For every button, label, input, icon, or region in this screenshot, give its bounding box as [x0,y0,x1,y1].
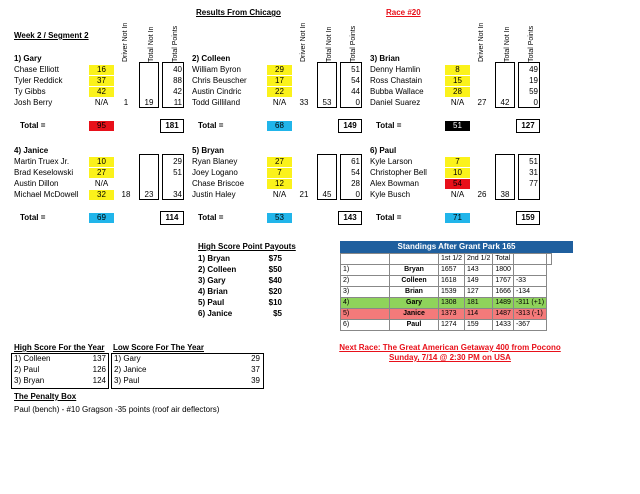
standings-cell: 181 [465,298,493,309]
payout-name: 4) Brian [198,287,228,296]
points-total: 159 [521,213,535,222]
standings-cell: Paul [390,320,439,331]
points-total: 114 [165,213,179,222]
team-name: 6) Paul [370,146,397,155]
payout-name: 6) Janice [198,309,233,318]
driver-name: Chase Elliott [14,65,59,74]
standings-row [341,265,552,276]
points-box [162,154,184,200]
standings-cell: Janice [390,309,439,320]
standings-cell: 1) [341,265,390,276]
payout-amount: $50 [268,265,282,274]
team-total: 95 [89,121,114,131]
driver-name: Daniel Suarez [370,98,421,107]
driver-points: 51 [529,157,538,166]
driver-position: 28 [445,87,470,97]
points-total: 127 [521,121,535,130]
driver-name: Chris Beuscher [192,76,247,85]
payout-amount: $10 [268,298,282,307]
standings-table [340,253,552,331]
payout-name: 1) Bryan [198,254,231,263]
points-total: 149 [343,121,357,130]
standings-cell: Brian [390,287,439,298]
standings-cell [513,265,546,276]
driver-position: 17 [267,76,292,86]
driver-position: N/A [272,190,287,199]
standings-cell: 159 [465,320,493,331]
team-total: 53 [267,213,292,223]
driver-name: Tyler Reddick [14,76,63,85]
driver-points: 88 [173,76,182,85]
standings-cell: 1767 [493,276,514,287]
page-title: Results From Chicago [196,8,281,17]
total-label: Total = [20,121,46,130]
driver-points: 0 [355,98,360,107]
driver-points: 49 [529,65,538,74]
driver-position: 10 [445,168,470,178]
payout-amount: $5 [273,309,282,318]
driver-points: 44 [351,87,360,96]
team-name: 1) Gary [14,54,42,63]
driver-points: 42 [173,87,182,96]
low-year-value: 39 [251,376,260,385]
standings-header [513,254,546,265]
driver-not-in-value: 21 [299,190,309,199]
total-label: Total = [376,213,402,222]
driver-points: 77 [529,179,538,188]
total-not-in-value: 45 [322,190,332,199]
driver-position: 32 [89,190,114,200]
payout-amount: $20 [268,287,282,296]
standings-header: 2nd 1/2 [465,254,493,265]
driver-position: 37 [89,76,114,86]
driver-points: 29 [173,157,182,166]
driver-position: N/A [450,98,465,107]
points-total: 143 [343,213,357,222]
header-total-not-in: Total Not In [504,26,511,62]
standings-cell: 149 [465,276,493,287]
driver-name: Austin Cindric [192,87,242,96]
driver-points: 11 [173,98,182,107]
standings-cell: Gary [390,298,439,309]
driver-points: 51 [351,65,360,74]
driver-position: N/A [94,98,109,107]
header-total-points: Total Points [350,25,357,62]
total-label: Total = [376,121,402,130]
driver-points: 28 [351,179,360,188]
payout-name: 3) Gary [198,276,226,285]
low-year-name: 3) Paul [114,376,140,385]
points-box [518,154,540,200]
driver-not-in-value: 18 [121,190,131,199]
driver-name: Brad Keselowski [14,168,74,177]
driver-name: Ross Chastain [370,76,423,85]
standings-cell: -367 [513,320,546,331]
points-box [340,62,362,108]
standings-cell: 143 [465,265,493,276]
low-year-title: Low Score For The Year [113,343,204,352]
driver-position: 27 [89,168,114,178]
standings-cell: 5) [341,309,390,320]
driver-position: N/A [450,190,465,199]
driver-position: 7 [267,168,292,178]
driver-name: Martin Truex Jr. [14,157,70,166]
standings-row [341,276,552,287]
standings-cell: 114 [465,309,493,320]
driver-points: 54 [351,168,360,177]
week-segment: Week 2 / Segment 2 [14,31,89,40]
header-driver-not-in: Driver Not In [478,22,485,62]
driver-position: 42 [89,87,114,97]
total-label: Total = [198,213,224,222]
standings-row [341,298,552,309]
payout-amount: $40 [268,276,282,285]
driver-position: 27 [267,157,292,167]
driver-not-in-value: 27 [477,98,487,107]
driver-name: William Byron [192,65,241,74]
standings-cell: Bryan [390,265,439,276]
penalty-title: The Penalty Box [14,392,77,401]
driver-not-in-value: 1 [123,98,129,107]
driver-name: Alex Bowman [370,179,419,188]
standings-cell: 4) [341,298,390,309]
driver-position: 12 [267,179,292,189]
standings-title: Standings After Grant Park 165 [340,241,573,253]
payout-name: 5) Paul [198,298,225,307]
driver-name: Kyle Busch [370,190,411,199]
total-not-in-value: 19 [144,98,154,107]
driver-points: 51 [173,168,182,177]
standings-cell: 2) [341,276,390,287]
standings-cell: -134 [513,287,546,298]
standings-header [547,254,552,265]
payout-name: 2) Colleen [198,265,237,274]
total-not-in-value: 38 [500,190,510,199]
race-number: Race #20 [386,8,421,17]
driver-name: Christopher Bell [370,168,427,177]
driver-points: 19 [529,76,538,85]
next-race-date: Sunday, 7/14 @ 2:30 PM on USA [389,353,511,362]
driver-name: Chase Briscoe [192,179,245,188]
standings-header [390,254,439,265]
team-total: 69 [89,213,114,223]
driver-position: N/A [94,179,109,188]
standings-cell: 1373 [439,309,465,320]
standings-row [341,320,552,331]
driver-name: Ryan Blaney [192,157,238,166]
driver-points: 40 [173,65,182,74]
high-year-value: 124 [92,376,106,385]
driver-position: 22 [267,87,292,97]
total-label: Total = [20,213,46,222]
high-year-name: 1) Colleen [14,354,51,363]
header-driver-not-in: Driver Not In [300,22,307,62]
team-name: 2) Colleen [192,54,231,63]
standings-header: Total [493,254,514,265]
driver-name: Kyle Larson [370,157,413,166]
standings-cell: 1666 [493,287,514,298]
driver-points: 31 [529,168,538,177]
low-year-value: 37 [251,365,260,374]
header-total-points: Total Points [528,25,535,62]
standings-cell: 1800 [493,265,514,276]
standings-cell: 1489 [493,298,514,309]
standings-cell: 1308 [439,298,465,309]
driver-position: 54 [445,179,470,189]
high-year-value: 126 [92,365,106,374]
team-name: 4) Janice [14,146,49,155]
driver-name: Bubba Wallace [370,87,424,96]
team-name: 3) Brian [370,54,400,63]
driver-position: N/A [272,98,287,107]
total-not-in-value: 23 [144,190,154,199]
driver-name: Michael McDowell [14,190,79,199]
header-driver-not-in: Driver Not In [122,22,129,62]
standings-cell: -311 (+1) [513,298,546,309]
driver-position: 8 [445,65,470,75]
standings-cell: -313 (-1) [513,309,546,320]
high-year-title: High Score For the Year [14,343,105,352]
team-total: 51 [445,121,470,131]
driver-name: Denny Hamlin [370,65,421,74]
driver-name: Ty Gibbs [14,87,46,96]
payout-amount: $75 [268,254,282,263]
standings-row [341,287,552,298]
standings-cell: Colleen [390,276,439,287]
standings-cell: 127 [465,287,493,298]
driver-points: 34 [173,190,182,199]
driver-name: Josh Berry [14,98,53,107]
driver-position: 10 [89,157,114,167]
standings-row [341,309,552,320]
low-year-name: 2) Janice [114,365,147,374]
standings-cell: 1433 [493,320,514,331]
low-year-name: 1) Gary [114,354,141,363]
driver-points: 59 [529,87,538,96]
driver-position: 29 [267,65,292,75]
driver-points: 61 [351,157,360,166]
driver-position: 15 [445,76,470,86]
points-box [518,62,540,108]
standings-cell: 6) [341,320,390,331]
team-total: 68 [267,121,292,131]
header-total-points: Total Points [172,25,179,62]
standings-cell: 1618 [439,276,465,287]
points-box [340,154,362,200]
standings-header [341,254,390,265]
penalty-text: Paul (bench) - #10 Gragson -35 points (roof air deflectors) [14,405,220,414]
driver-name: Austin Dillon [14,179,59,188]
points-box [162,62,184,108]
payouts-title: High Score Point Payouts [198,242,296,251]
driver-points: 0 [355,190,360,199]
standings-cell: 1274 [439,320,465,331]
standings-cell: 1657 [439,265,465,276]
standings-header: 1st 1/2 [439,254,465,265]
high-year-value: 137 [92,354,106,363]
driver-position: 7 [445,157,470,167]
header-total-not-in: Total Not In [148,26,155,62]
team-total: 71 [445,213,470,223]
high-year-name: 2) Paul [14,365,40,374]
driver-position: 16 [89,65,114,75]
total-label: Total = [198,121,224,130]
total-not-in-value: 53 [322,98,332,107]
total-not-in-value: 42 [500,98,510,107]
standings-cell: 3) [341,287,390,298]
driver-points: 54 [351,76,360,85]
team-name: 5) Bryan [192,146,225,155]
standings-cell: -33 [513,276,546,287]
standings-cell: 1487 [493,309,514,320]
driver-name: Todd Gilliland [192,98,241,107]
points-total: 181 [165,121,179,130]
driver-points: 0 [533,98,538,107]
next-race-title: Next Race: The Great American Getaway 400 from Pocono [339,343,561,352]
header-total-not-in: Total Not In [326,26,333,62]
driver-name: Justin Haley [192,190,236,199]
high-year-name: 3) Bryan [14,376,45,385]
standings-cell: 1539 [439,287,465,298]
driver-not-in-value: 33 [299,98,309,107]
driver-not-in-value: 26 [477,190,487,199]
low-year-value: 29 [251,354,260,363]
driver-name: Joey Logano [192,168,238,177]
